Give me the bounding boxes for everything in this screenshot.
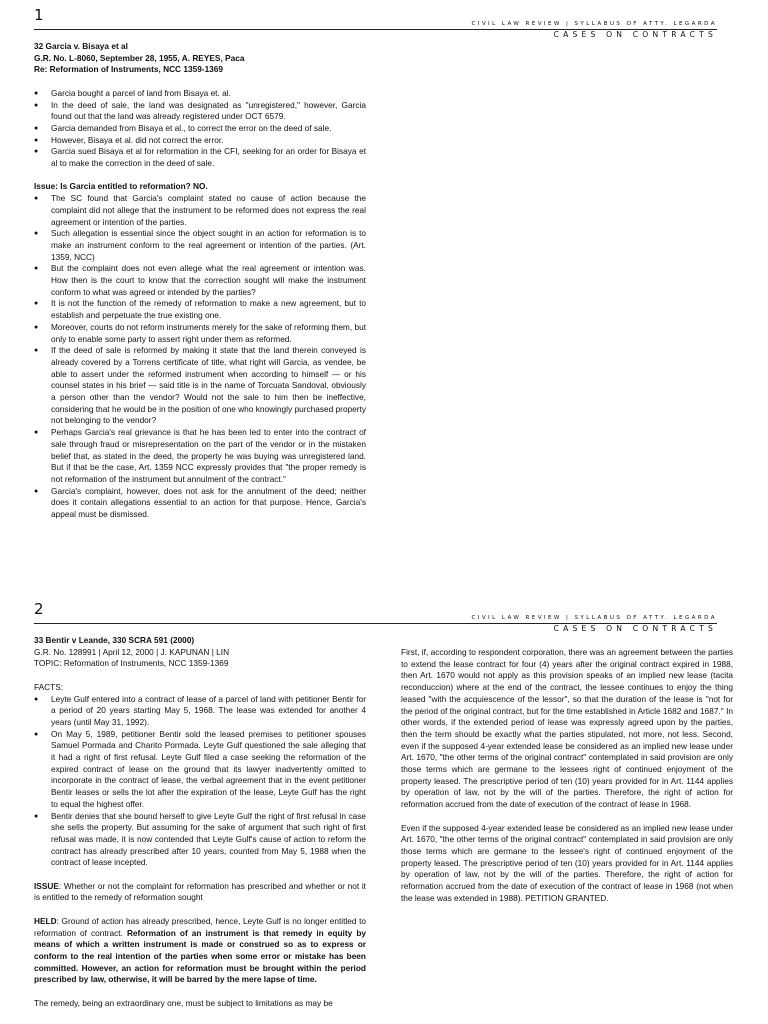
list-item: ● If the deed of sale is reformed by making it state that the land therein conveyed is already covered by a Torrens certificate of title, what right will Garcia, as vendee, be able to assert under the reformed instrument when according to himself — or his counsel states in his brief — said title is in the name of Torcuata Sandoval, obviously a person other than the vendor? Would not the sale to him then be ineffective, considering that he would be in the position of one who knowingly purchased property not belonging to the vendor? xyxy=(34,345,366,427)
list-item: ● Garcia demanded from Bisaya et al., to correct the error on the deed of sale. xyxy=(34,123,366,135)
list-item: ● Bentir denies that she bound herself to give Leyte Gulf the right of first refusal in case she sells the property. But assuming for the sake of argument that such right of first refusal was made, it is now contended that Leyte Gulf's cause of action to reform the contract has already prescribed after 10 years, counted from May 5, 1988 when the contract of lease incepted. xyxy=(34,811,366,870)
held-text: : Ground of action has already prescribed, hence, Leyte Gulf is no longer entitled to reformation of contract. xyxy=(34,915,366,938)
page-number: 1 xyxy=(34,6,44,24)
case-32-column xyxy=(34,41,366,521)
facts-list xyxy=(34,88,366,170)
list-item: ● Such allegation is essential since the object sought in an action for reformation is to make an instrument conform to the real agreement or intention of the parties. (Art. 1359, NCC) xyxy=(34,228,366,263)
facts-heading: FACTS: xyxy=(34,681,64,692)
issue-paragraph xyxy=(34,881,366,904)
page-number: 2 xyxy=(34,600,44,618)
list-item: ● Perhaps Garcia's real grievance is that he has been led to enter into the contract of sale through fraud or misrepresentation on the part of the vendor or in the mistaken belief that, as stated in the deed, the property he was buying was unregistered land. But if that be the case, Art. 1359 NCC expressly provides that "the proper remedy is not reformation of the instrument but annulment of the contract." xyxy=(34,427,366,486)
ruling-paragraph: Even if the supposed 4-year extended lease be considered as an implied new lease under Art. 1670, "the other terms of the original contract" contemplated in said provision are only those terms which are germane to the lessee's right of continued enjoyment of the property leased. The prescriptive period of ten (10) years provided for in Art. 1144 applies by operation of law, not by the will of the parties. Therefore, the right of action for reformation accrued from the date of execution of the contract of lease in 1968 (not when the lease was extended in 1988). PETITION GRANTED. xyxy=(401,822,733,903)
list-item: ● Leyte Gulf entered into a contract of lease of a parcel of land with petitioner Bentir for a period of 20 years starting May 5, 1968. The lease was extended for another 4 years (until May 31, 1992). xyxy=(34,694,366,729)
issue-text: : Whether or not the complaint for reformation has prescribed and whether or not it is entitled to the remedy of reformation sought xyxy=(34,880,366,903)
remedy-paragraph: The remedy, being an extraordinary one, must be subject to limitations as may be xyxy=(34,997,333,1008)
case-topic: TOPIC: Reformation of Instruments, NCC 1359-1369 xyxy=(34,658,229,669)
held-label: HELD xyxy=(34,915,57,926)
running-header xyxy=(34,615,717,633)
list-item: ● The SC found that Garcia's complaint stated no cause of action because the complaint did not allege that the instrument to be reformed does not express the real agreement or intention of the parties. xyxy=(34,193,366,228)
header-subject: CASES ON CONTRACTS xyxy=(553,30,717,39)
analysis-paragraph: First, if, according to respondent corporation, there was an agreement between the parties to extend the lease contract for four (4) years after the original contract expired in 1988, then Art. 1670 would not apply as this provision speaks of an implied new lease (tacita reconduccion) where at the end of the contract, the lessee continues to enjoy the thing leased "with the acquiescence of the lessor", so that the duration of the lease is "not for the period of the original contract, but for the time established in Article 1682 and 1687." In other words, if the extended period of lease was expressly agreed upon by the parties, then the term should be exactly what the parties stipulated, not more, not less. Second, even if the supposed 4-year extended lease be considered as an implied new lease under Art. 1670, "the other terms of the original contract" contemplated in said provision are only those terms which are germane to the lessees right of continued enjoyment of the property leased. The prescriptive period of ten (10) years provided for in Art. 1144 applies by operation of law, not by the will of the parties. Therefore, the right of action for reformation accrued from the date of execution of the contract of lease in 1968. xyxy=(401,647,733,810)
case-33-right-column xyxy=(401,647,733,904)
case-topic: Re: Reformation of Instruments, NCC 1359-1369 xyxy=(34,64,224,75)
running-header xyxy=(34,21,717,39)
list-item: ● It is not the function of the remedy of reformation to make a new agreement, but to establish and perpetuate the true existing one. xyxy=(34,298,366,321)
issue-label: ISSUE xyxy=(34,880,59,891)
header-subject: CASES ON CONTRACTS xyxy=(553,624,717,633)
case-33-left-column xyxy=(34,635,366,1009)
list-item: ● In the deed of sale, the land was designated as "unregistered," however, Garcia found out that the land was already registered under OCT 6579. xyxy=(34,100,366,123)
header-course: CIVIL LAW REVIEW | SYLLABUS OF ATTY. LEGARDA xyxy=(471,615,717,621)
issue-heading: Issue: Is Garcia entitled to reformation? NO. xyxy=(34,181,208,192)
header-course: CIVIL LAW REVIEW | SYLLABUS OF ATTY. LEGARDA xyxy=(471,21,717,27)
case-citation: G.R. No. 128991 | April 12, 2000 | J. KAPUNAN | LIN xyxy=(34,646,230,657)
list-item: ● Moreover, courts do not reform instruments merely for the sake of reforming them, but only to enable some party to assert right under them as reformed. xyxy=(34,322,366,345)
list-item: ● Garcia sued Bisaya et al for reformation in the CFI, seeking for an order for Bisaya et al to make the correction in the deed of sale. xyxy=(34,146,366,169)
held-paragraph xyxy=(34,916,366,986)
held-doctrine: Reformation of an instrument is that remedy in equity by means of which a written instrument is made or construed so as to express or conform to the real intention of the parties when some error or mistake has been committed. However, an action for reformation must be brought within the period prescribed by law, otherwise, it will be barred by the mere lapse of time. xyxy=(34,927,366,985)
list-item: ● Garcia's complaint, however, does not ask for the annulment of the deed; neither does it contain allegations essential to an action for that purpose. Hence, Garcia's appeal must be dismissed. xyxy=(34,486,366,521)
list-item: ● But the complaint does not even allege what the real agreement or intention was. How then is the court to know that the correction sought will make the instrument conform to what was agreed or intended by the parties? xyxy=(34,263,366,298)
case-citation: G.R. No. L-8060, September 28, 1955, A. REYES, Paca xyxy=(34,52,245,63)
list-item: ● Garcia bought a parcel of land from Bisaya et. al. xyxy=(34,88,366,100)
list-item: ● However, Bisaya et al. did not correct the error. xyxy=(34,135,366,147)
facts-list xyxy=(34,694,366,870)
case-title: 32 Garcia v. Bisaya et al xyxy=(34,41,128,51)
case-title: 33 Bentir v Leande, 330 SCRA 591 (2000) xyxy=(34,635,195,645)
list-item: ● On May 5, 1989, petitioner Bentir sold the leased premises to petitioner spouses Samuel Pormada and Charito Pormada. Leyte Gulf questioned the sale alleging that it had a right of first refusal. Leyte Gulf filed a case seeking the reformation of the expired contract of lease on the ground that its lawyer inadvertently omitted to incorporate in the contract of lease, the verbal agreement that in the event petitioner Bentir leases or sells the lot after the expiration of the lease, Leyte Gulf has the right to equal the highest offer. xyxy=(34,729,366,811)
holdings-list xyxy=(34,193,366,521)
